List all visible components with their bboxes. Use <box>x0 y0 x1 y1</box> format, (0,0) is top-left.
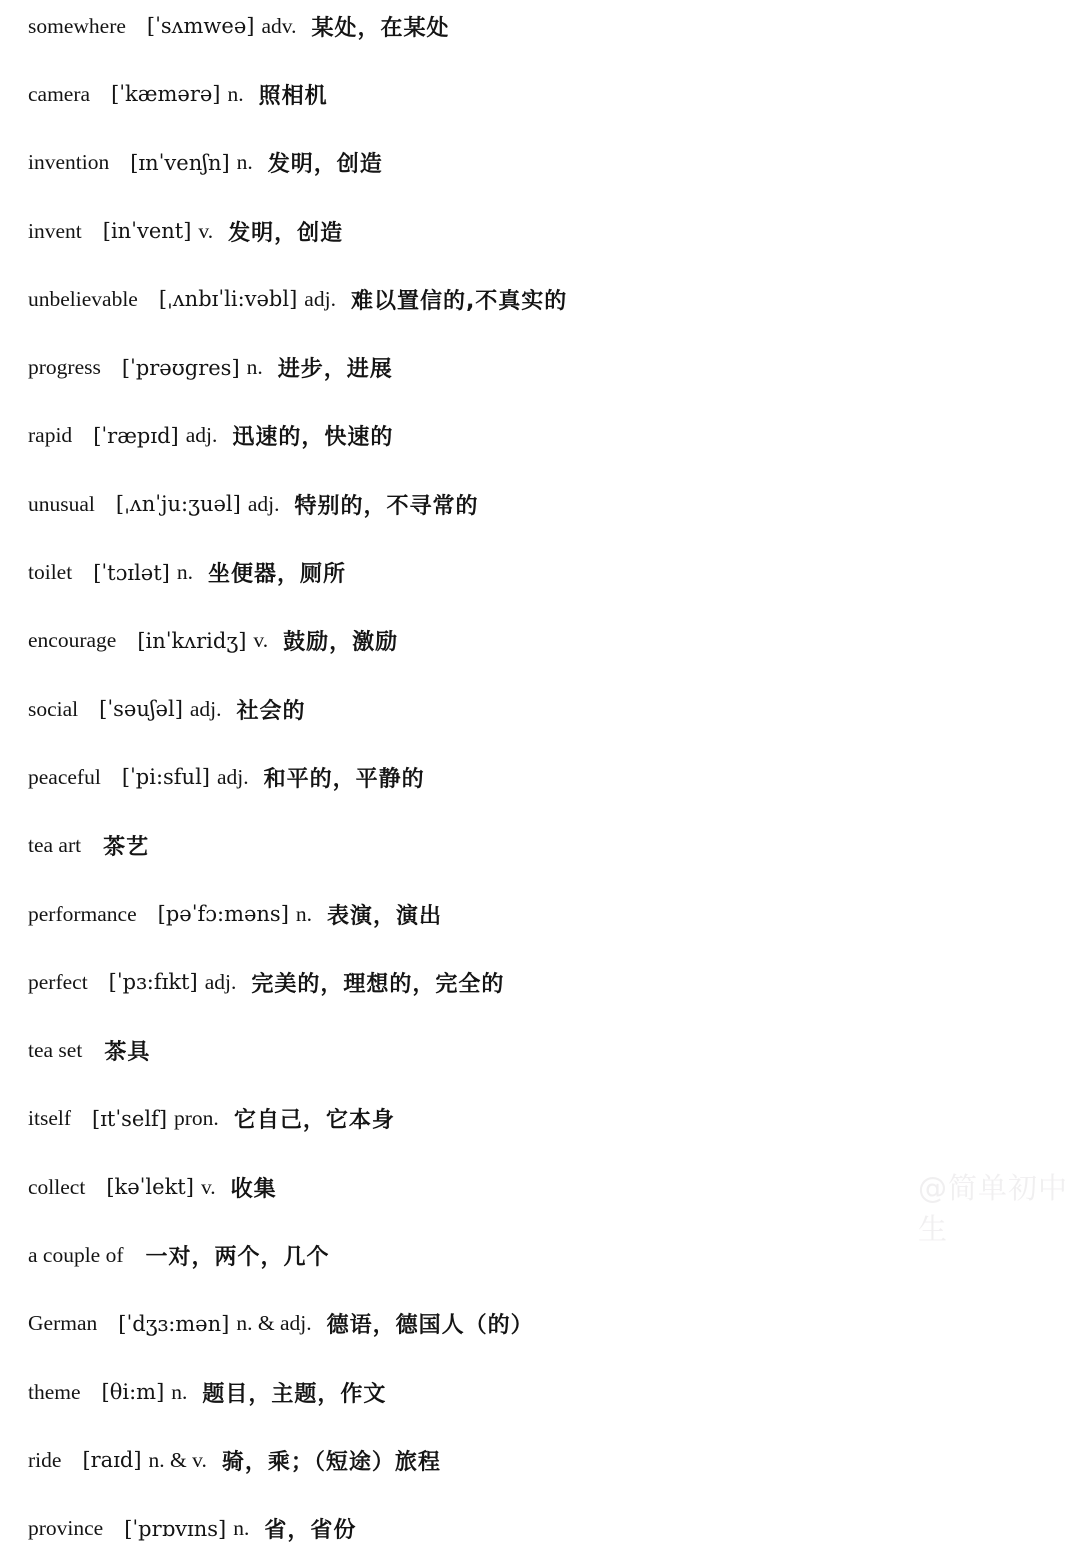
vocab-row <box>0 948 1080 1016</box>
phonetic-transcription: [ˈpɜ:fɪkt] <box>108 970 198 995</box>
vocab-row <box>0 880 1080 948</box>
vocab-row <box>0 1085 1080 1153</box>
word: perfect <box>28 969 88 994</box>
vocab-row <box>0 470 1080 538</box>
chinese-meaning: 题目，主题，作文 <box>202 1381 387 1407</box>
phonetic-transcription: [pəˈfɔ:məns] <box>157 902 289 926</box>
phonetic-transcription: [ˈræpɪd] <box>93 423 179 448</box>
phonetic-transcription: [ˈdʒɜ:mən] <box>118 1311 230 1336</box>
part-of-speech: v. <box>198 218 214 243</box>
part-of-speech: n. <box>171 1379 188 1404</box>
part-of-speech: n. <box>227 81 244 106</box>
part-of-speech: v. <box>253 628 269 653</box>
vocab-row <box>0 743 1080 811</box>
part-of-speech: n. <box>295 901 313 926</box>
chinese-meaning: 表演，演出 <box>327 903 443 929</box>
part-of-speech: adj. <box>185 423 218 448</box>
vocab-row <box>0 1358 1080 1426</box>
word: encourage <box>28 628 117 653</box>
part-of-speech: adv. <box>261 13 297 38</box>
phonetic-transcription: [ɪnˈvenʃn] <box>130 150 230 175</box>
part-of-speech: adj. <box>304 286 336 311</box>
part-of-speech: pron. <box>174 1106 219 1131</box>
chinese-meaning: 茶艺 <box>103 835 150 861</box>
phonetic-transcription: [raɪd] <box>82 1448 142 1473</box>
vocab-row <box>0 0 1080 60</box>
chinese-meaning: 德语，德国人（的） <box>326 1313 534 1339</box>
vocab-row <box>0 538 1080 606</box>
word: rapid <box>28 423 73 448</box>
chinese-meaning: 骑，乘；（短途）旅程 <box>221 1449 441 1475</box>
word: peaceful <box>28 764 101 789</box>
part-of-speech: n. <box>176 560 193 585</box>
word: invent <box>28 218 82 243</box>
phonetic-transcription: [ˈpi:sful] <box>121 765 210 790</box>
chinese-meaning: 完美的，理想的，完全的 <box>251 971 505 997</box>
word: unusual <box>28 491 95 516</box>
chinese-meaning: 它自己，它本身 <box>233 1108 395 1134</box>
chinese-meaning: 鼓励，激励 <box>283 630 399 656</box>
phonetic-transcription: [ˈtɔɪlət] <box>93 560 170 585</box>
watermark: @简单初中生 <box>918 1171 1069 1246</box>
chinese-meaning: 难以置信的,不真实的 <box>350 288 568 314</box>
part-of-speech: adj. <box>247 491 280 516</box>
vocab-row <box>0 129 1080 197</box>
chinese-meaning: 某处，在某处 <box>311 15 450 41</box>
word: tea art <box>28 833 82 858</box>
vocab-row <box>0 675 1080 743</box>
word: unbelievable <box>28 286 138 311</box>
vocab-row <box>0 1495 1080 1563</box>
phonetic-transcription: [ˈprɒvɪns] <box>124 1516 227 1541</box>
part-of-speech: adj. <box>204 969 237 994</box>
chinese-meaning: 进步，进展 <box>277 357 393 383</box>
phonetic-transcription: [inˈkʌridʒ] <box>137 628 247 653</box>
word: progress <box>28 355 101 380</box>
part-of-speech: n. & v. <box>148 1447 207 1472</box>
part-of-speech: n. <box>246 355 263 380</box>
vocab-row <box>0 197 1080 265</box>
word: province <box>28 1516 104 1541</box>
chinese-meaning: 收集 <box>230 1176 277 1202</box>
phonetic-transcription: [ˈprəʊgres] <box>121 355 240 380</box>
vocab-row <box>0 607 1080 675</box>
phonetic-transcription: [kəˈlekt] <box>106 1175 194 1200</box>
vocab-row <box>0 1153 1080 1221</box>
part-of-speech: adj. <box>189 696 222 721</box>
word: social <box>28 696 79 721</box>
chinese-meaning: 坐便器，厕所 <box>207 562 346 588</box>
word: itself <box>28 1106 71 1131</box>
part-of-speech: n. <box>233 1516 250 1541</box>
phonetic-transcription: [inˈvent] <box>102 219 192 244</box>
part-of-speech: adj. <box>217 764 249 789</box>
word: toilet <box>28 560 73 585</box>
word: German <box>28 1311 98 1336</box>
vocab-row <box>0 1426 1080 1494</box>
chinese-meaning: 一对，两个，几个 <box>145 1244 330 1270</box>
phonetic-transcription: [ɪtˈself] <box>92 1106 168 1131</box>
phonetic-transcription: [ˌʌnbɪˈli:vəbl] <box>158 287 298 312</box>
vocab-row <box>0 1290 1080 1358</box>
word: invention <box>28 150 110 175</box>
vocab-row <box>0 265 1080 333</box>
chinese-meaning: 发明，创造 <box>267 152 383 178</box>
word: collect <box>28 1174 86 1199</box>
word: tea set <box>28 1038 83 1063</box>
word: a couple of <box>28 1242 124 1267</box>
word: performance <box>28 901 137 926</box>
phonetic-transcription: [ˈsʌmweə] <box>146 14 255 39</box>
chinese-meaning: 照相机 <box>258 83 328 109</box>
chinese-meaning: 特别的，不寻常的 <box>294 493 479 519</box>
phonetic-transcription: [ˈsəuʃəl] <box>99 697 183 722</box>
vocab-row <box>0 1016 1080 1084</box>
phonetic-transcription: [θi:m] <box>101 1380 165 1405</box>
part-of-speech: v. <box>200 1174 216 1199</box>
phonetic-transcription: [ˈkæmərə] <box>111 82 221 107</box>
word: camera <box>28 81 91 106</box>
vocab-row <box>0 333 1080 401</box>
word: somewhere <box>28 13 126 38</box>
vocab-row <box>0 60 1080 128</box>
chinese-meaning: 社会的 <box>236 698 306 724</box>
part-of-speech: n. & adj. <box>236 1311 312 1336</box>
word: ride <box>28 1447 62 1472</box>
chinese-meaning: 发明，创造 <box>228 220 344 246</box>
chinese-meaning: 茶具 <box>104 1040 151 1066</box>
phonetic-transcription: [ˌʌnˈju:ʒuəl] <box>115 492 241 517</box>
chinese-meaning: 和平的，平静的 <box>263 766 425 792</box>
word: theme <box>28 1379 81 1404</box>
chinese-meaning: 省，省份 <box>264 1518 357 1544</box>
vocab-row <box>0 812 1080 880</box>
vocab-row <box>0 402 1080 470</box>
part-of-speech: n. <box>236 150 253 175</box>
chinese-meaning: 迅速的，快速的 <box>232 425 394 451</box>
vocab-row <box>0 1221 1080 1289</box>
